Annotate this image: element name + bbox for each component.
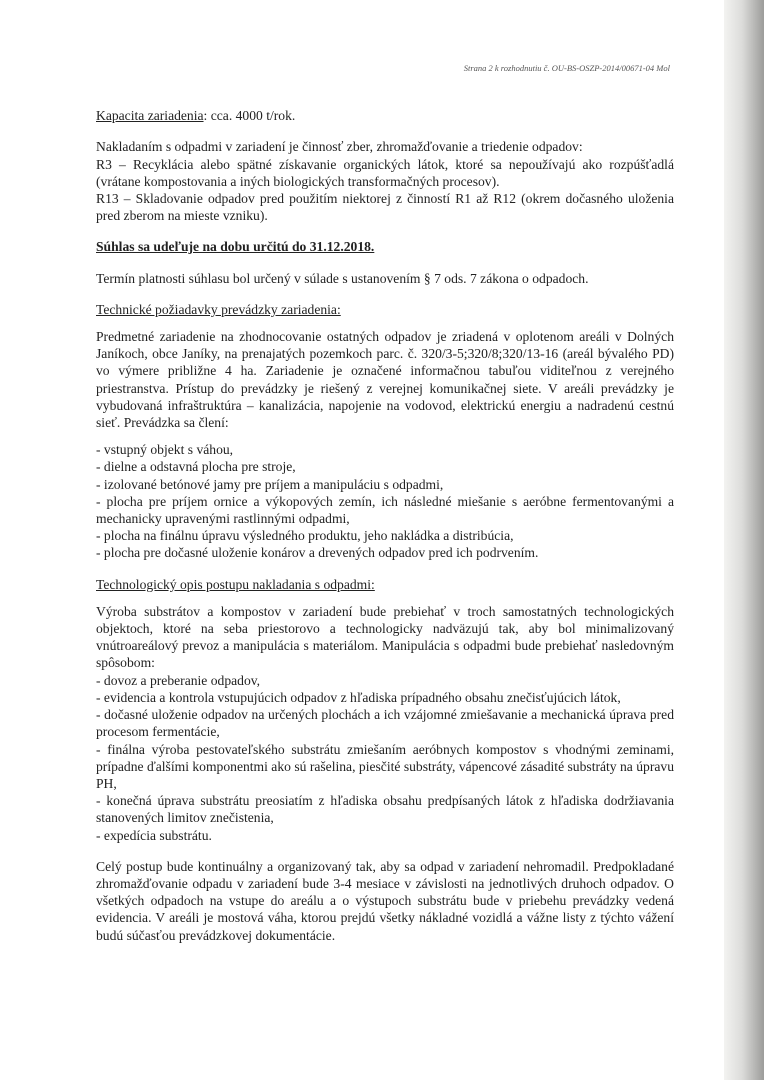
capacity-label: Kapacita zariadenia [96, 108, 204, 124]
consent-title: Súhlas sa udeľuje na dobu určitú do 31.12.2018. [96, 239, 375, 255]
process-heading: Technologický opis postupu nakladania s odpadmi: [96, 576, 375, 592]
list-item: - izolované betónové jamy pre príjem a manipuláciu s odpadmi, [96, 476, 444, 492]
list-item: - vstupný objekt s váhou, [96, 442, 234, 458]
capacity-line [96, 107, 674, 124]
list-item: - plocha pre príjem ornice a výkopových zemín, ich následné miešanie s aeróbne fermentovanými a mechanicky upravenými rastlinnými odpadmi, [96, 493, 674, 527]
capacity-value: : cca. 4000 t/rok. [203, 108, 296, 124]
activity-r13: R13 – Skladovanie odpadov pred použitím niektorej z činností R1 až R12 (okrem dočasného uloženia pred zberom na mieste vzniku). [96, 191, 674, 224]
list-item: - dielne a odstavná plocha pre stroje, [96, 459, 296, 475]
list-item: - dočasné uloženie odpadov na určených plochách a ich vzájomné zmiešavanie a mechanická úprava pred procesom fermentácie, [96, 707, 674, 740]
process-text: Výroba substrátov a kompostov v zariadení bude prebiehať v troch samostatných technologických objektoch, ktoré na seba priestorovo a technologicky nadväzujú tak, aby bol minimalizovaný vnútroareálový prevoz a manipulácia s materiálom. Manipulácia s odpadmi bude prebiehať nasledovným spôsobom: [96, 603, 674, 671]
technical-text: Predmetné zariadenie na zhodnocovanie ostatných odpadov je zriadená v oplotenom areáli v Dolných Janíkoch, obce Janíky, na prenajatých pozemkoch parc. č. 320/3-5;320/8;320/13-16 (areál bývalého PD) vo výmere približne 4 ha. Zariadenie je označené informačnou tabuľou viditeľnou z verejného priestranstva. Prístup do prevádzky je riešený z verejnej komunikačnej siete. V areáli prevádzky je vybudovaná infraštruktúra – kanalizácia, napojenie na vodovod, elektrickú energiu a nadradenú cestnú sieť. Prevádzka sa člení: [96, 329, 674, 431]
list-item: - expedícia substrátu. [96, 827, 212, 843]
technical-heading: Technické požiadavky prevádzky zariadenia: [96, 301, 341, 317]
list-item: - finálna výroba pestovateľského substrátu zmiešaním aeróbnych kompostov s vhodnými zeminami, prípadne ďalšími komponentmi ako sú rašelina, piesčité substráty, vápencové zásadité substráty na úpravu PH, [96, 741, 674, 791]
page-edge-shadow [724, 0, 764, 1080]
consent-text: Termín platnosti súhlasu bol určený v súlade s ustanovením § 7 ods. 7 zákona o odpadoch. [96, 270, 589, 286]
activities-intro: Nakladaním s odpadmi v zariadení je činnosť zber, zhromažďovanie a triedenie odpadov: [96, 139, 583, 155]
activity-r3: R3 – Recyklácia alebo spätné získavanie organických látok, ktoré sa nepoužívajú ako rozpúšťadlá (vrátane kompostovania a iných biologických transformačných procesov). [96, 156, 674, 189]
process-closing: Celý postup bude kontinuálny a organizovaný tak, aby sa odpad v zariadení nehromadil. Predpokladané zhromažďovanie odpadu v zariadení bude 3-4 mesiace v závislosti na jednotlivých druhoch odpadov. O všetkých odpadoch na vstupe do areálu a o výstupoch substrátu bude v priebehu prevádzky vedená evidencia. V areáli je mostová váha, ktorou prejdú všetky nákladné vozidlá a vážne listy z týchto vážení budú súčasťou prevádzkovej dokumentácie. [96, 858, 674, 943]
document-page [96, 60, 674, 944]
list-item: - evidencia a kontrola vstupujúcich odpadov z hľadiska prípadného obsahu znečisťujúcich látok, [96, 689, 621, 705]
list-item: - plocha pre dočasné uloženie konárov a drevených odpadov pred ich podrvením. [96, 545, 539, 561]
technical-list [96, 441, 674, 561]
process-list [96, 672, 674, 844]
list-item: - konečná úprava substrátu preosiatím z hľadiska obsahu predpísaných látok z hľadiska dodržiavania stanovených limitov znečistenia, [96, 793, 674, 826]
list-item: - dovoz a preberanie odpadov, [96, 672, 261, 688]
page-header: Strana 2 k rozhodnutiu č. OU-BS-OSZP-2014/00671-04 Mol [463, 63, 670, 73]
list-item: - plocha na finálnu úpravu výsledného produktu, jeho nakládka a distribúcia, [96, 528, 514, 544]
